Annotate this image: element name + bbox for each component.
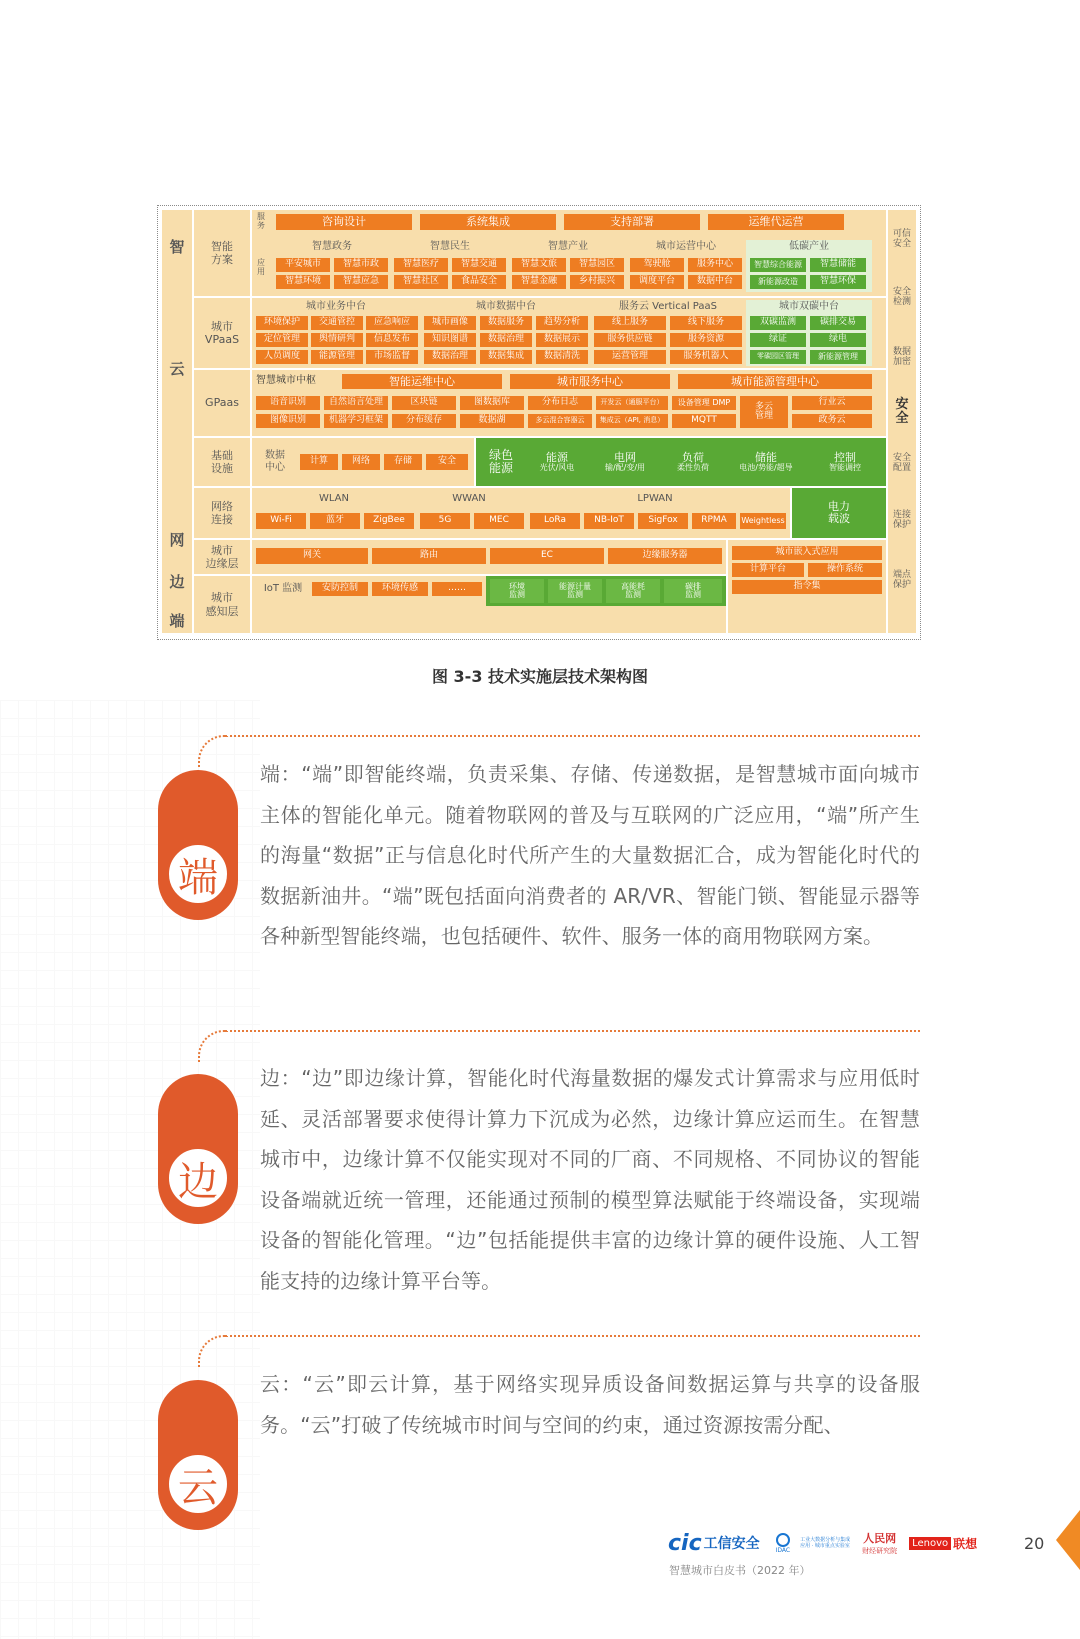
left-label-zhi: 智 (169, 238, 185, 256)
edge-item: 网关 (256, 548, 368, 564)
right-label-conn: 连接 保护 (892, 510, 911, 530)
vpaas-item: 舆情研判 (311, 333, 363, 347)
cic-logo-cn: 工信安全 (703, 1536, 760, 1552)
app-group-title-2: 智慧民生 (430, 241, 470, 252)
green-item-sub: 智能调控 (829, 462, 861, 472)
section-badge (158, 1380, 238, 1530)
infra-dc-item: 存储 (384, 454, 422, 470)
net-item: MEC (474, 513, 524, 529)
renmin-logo (862, 1530, 897, 1556)
green-energy-item (808, 442, 882, 482)
app-item: 智慧文旅 (512, 258, 566, 272)
net-power-carrier: 电力 载波 (792, 488, 886, 538)
page-number: 20 (1024, 1534, 1045, 1553)
apply-tag: 应 用 (257, 258, 265, 276)
service-consult: 咨询设计 (276, 214, 412, 230)
vpaas-item: 服务供应链 (594, 333, 666, 347)
gpaas-item: MQTT (672, 414, 736, 428)
lenovo-logo-cn: 联想 (953, 1536, 978, 1551)
lenovo-logo: Lenovo (909, 1537, 951, 1550)
app-item: 智慧交通 (452, 258, 506, 272)
cic-logo: cic (668, 1530, 702, 1556)
gpaas-item: 语音识别 (256, 396, 320, 410)
figure-caption: 图 3-3 技术实施层技术架构图 (431, 667, 649, 686)
embedded-compute: 计算平台 (732, 563, 804, 577)
vpaas-item: 数据集成 (480, 350, 532, 364)
green-energy-item (662, 442, 724, 482)
row-label-infra: 基础 设施 (211, 448, 233, 475)
left-label-yun: 云 (169, 360, 185, 378)
section-divider (225, 735, 920, 737)
app-item: 驾驶舱 (630, 258, 684, 272)
app-item: 智慧市政 (334, 258, 388, 272)
gpaas-hub-label: 智慧城市中枢 (256, 375, 316, 386)
vpaas-item: 绿电 (810, 333, 866, 347)
vpaas-title-2: 城市数据中台 (476, 300, 536, 312)
app-item: 服务中心 (688, 258, 742, 272)
architecture-diagram (157, 205, 921, 640)
section-badge (158, 1074, 238, 1224)
row-label-solutions: 智能 方案 (211, 239, 233, 266)
gpaas-item: 区块链 (392, 396, 456, 410)
section-text: 端：“端”即智能终端，负责采集、存储、传递数据，是智慧城市面向城市主体的智能化单元。随着物联网的普及与互联网的广泛应用，“端”所产生的海量“数据”正与信息化时代所产生的大量数据汇合，成为智能化时代的数据新油井。“端”既包括面向消费者的 AR/VR、智能门锁、智能显示器等各种新型智能终端，也包括硬件、软件、服务一体的商用物联网方案。 (260, 762, 920, 949)
net-item: NB-IoT (584, 513, 634, 529)
vpaas-item: 服务机器人 (670, 350, 742, 364)
sense-green-item: 碳排 监测 (664, 579, 722, 603)
vpaas-title-4: 城市双碳中台 (779, 300, 839, 312)
idac-note: 工业大数据分析与集成 应用 · 城市重点实验室 (800, 1536, 851, 1549)
footer-logos (668, 1526, 1028, 1560)
vpaas-item: 线下服务 (670, 316, 742, 330)
green-energy-item (594, 442, 656, 482)
infra-dc-item: 计算 (300, 454, 338, 470)
embedded-app: 城市嵌入式应用 (732, 546, 882, 560)
green-item-head: 储能 (755, 451, 777, 465)
net-item: LoRa (530, 513, 580, 529)
green-item-head: 控制 (834, 451, 856, 465)
corner-accent-icon (1056, 1510, 1080, 1570)
sense-item: …… (432, 582, 482, 596)
app-item: 智慧环保 (810, 275, 866, 289)
green-item-sub: 光伏/风电 (539, 462, 575, 472)
gpaas-multicloud: 多云 管理 (740, 396, 788, 428)
app-item: 智慧社区 (394, 275, 448, 289)
app-item: 乡村振兴 (570, 275, 624, 289)
renmin-sub: 财经研究院 (862, 1547, 898, 1555)
net-item: 5G (420, 513, 470, 529)
vpaas-item: 信息发布 (366, 333, 418, 347)
service-tag: 服 务 (257, 212, 265, 230)
edge-item: EC (490, 548, 604, 564)
vpaas-item: 绿证 (750, 333, 806, 347)
idac-text: IDAC (775, 1546, 791, 1554)
gpaas-item: 分布缓存 (392, 414, 456, 428)
vpaas-item: 服务资源 (670, 333, 742, 347)
net-item: Wi-Fi (256, 513, 306, 529)
net-item: SigFox (638, 513, 688, 529)
app-item: 智慧综合能源 (750, 258, 806, 272)
green-item-head: 电网 (614, 451, 636, 465)
green-item-sub: 输/配/变/用 (604, 462, 646, 472)
edge-item: 路由 (372, 548, 486, 564)
gpaas-item: 自然语言处理 (324, 396, 388, 410)
vpaas-item: 双碳监测 (750, 316, 806, 330)
service-deploy: 支持部署 (564, 214, 700, 230)
vpaas-item: 数据治理 (424, 350, 476, 364)
green-energy-item (526, 442, 588, 482)
sense-item: 安防控制 (312, 582, 368, 596)
sense-item: 环境传感 (372, 582, 428, 596)
right-label-endpoint: 端点 保护 (892, 570, 911, 590)
gpaas-gov-cloud: 政务云 (792, 414, 872, 428)
row-label-network: 网络 连接 (211, 499, 233, 526)
row-label-sensing: 城市 感知层 (205, 591, 239, 618)
vpaas-item: 新能源管理 (810, 350, 866, 364)
vpaas-item: 碳排交易 (810, 316, 866, 330)
green-item-head: 能源 (546, 451, 568, 465)
left-label-wang: 网 (169, 531, 185, 549)
section-text: 边：“边”即边缘计算，智能化时代海量数据的爆发式计算需求与应用低时延、灵活部署要求使得计算力下沉成为必然，边缘计算应运而生。在智慧城市中，边缘计算不仅能实现对不同的厂商、不同规格、不同协议的智能设备端就近统一管理，还能通过预制的模型算法赋能于终端设备，实现端设备的智能化管理。“边”包括能提供丰富的边缘计算的硬件设施、人工智能支持的边缘计算平台等。 (260, 1066, 920, 1293)
gpaas-head-energy: 城市能源管理中心 (678, 374, 872, 389)
vpaas-item: 环境保护 (256, 316, 308, 330)
gpaas-item: 图像识别 (256, 414, 320, 428)
gpaas-item: 设备管理 DMP (672, 396, 736, 410)
section-badge-char: 云 (166, 1452, 230, 1516)
net-item: RPMA (692, 513, 736, 529)
idac-icon (776, 1533, 790, 1547)
app-group-title-4: 城市运营中心 (656, 241, 716, 252)
green-energy-item (730, 442, 802, 482)
gpaas-item: 集成云（API, 消息） (596, 414, 668, 428)
left-label-duan: 端 (169, 612, 185, 630)
vpaas-item: 能源管理 (311, 350, 363, 364)
edge-item: 边缘服务器 (608, 548, 722, 564)
iot-label: IoT 监测 (263, 583, 303, 594)
section-divider (225, 1030, 920, 1032)
service-integration: 系统集成 (420, 214, 556, 230)
vpaas-item: 交通管控 (311, 316, 363, 330)
gpaas-item: 图数据库 (460, 396, 524, 410)
left-label-bian: 边 (169, 573, 185, 591)
gpaas-head-ops: 智能运维中心 (342, 374, 502, 389)
row-label-edge: 城市 边缘层 (205, 543, 239, 570)
row-label-vpaas: 城市 VPaaS (204, 319, 240, 346)
green-item-sub: 电池/势能/超导 (739, 462, 793, 472)
green-item-sub: 柔性负荷 (677, 462, 709, 472)
vpaas-item: 应急响应 (366, 316, 418, 330)
gpaas-item: 多云混合容器云 (528, 414, 592, 428)
embedded-os: 操作系统 (808, 563, 882, 577)
section-badge-char: 端 (166, 842, 230, 906)
row-label-gpaas: GPaas (205, 396, 239, 410)
gpaas-item: 数据湖 (460, 414, 524, 428)
section-text: 云：“云”即云计算，基于网络实现异质设备间数据运算与共享的设备服务。“云”打破了传统城市时间与空间的约束，通过资源按需分配、 (260, 1372, 920, 1437)
net-wwan: WWAN (452, 493, 486, 504)
vpaas-item: 数据服务 (480, 316, 532, 330)
vpaas-item: 人员调度 (256, 350, 308, 364)
net-item: 蓝牙 (310, 513, 360, 529)
app-item: 新能源改造 (750, 275, 806, 289)
app-item: 智慧储能 (810, 258, 866, 272)
section-badge-char: 边 (166, 1146, 230, 1210)
app-group-title-1: 智慧政务 (312, 241, 352, 252)
vpaas-title-1: 城市业务中台 (306, 300, 366, 312)
footer-book-title: 智慧城市白皮书（2022 年） (669, 1564, 811, 1577)
gpaas-item: 开发云（通服平台） (596, 396, 668, 410)
vpaas-item: 市场监督 (366, 350, 418, 364)
app-item: 智慧环境 (276, 275, 330, 289)
gpaas-item: 分布日志 (528, 396, 592, 410)
section-divider (225, 1335, 920, 1337)
app-item: 智慧园区 (570, 258, 624, 272)
green-energy-title: 绿色 能源 (480, 442, 522, 482)
right-label-security: 安 全 (895, 396, 909, 426)
vpaas-item: 知识图谱 (424, 333, 476, 347)
section-badge (158, 770, 238, 920)
net-item: Weightless (740, 513, 786, 529)
vpaas-item: 零碳园区管理 (750, 350, 806, 364)
vpaas-item: 定位管理 (256, 333, 308, 347)
net-wlan: WLAN (318, 493, 349, 504)
app-item: 智慧医疗 (394, 258, 448, 272)
right-label-detect: 安全 检测 (892, 287, 911, 307)
infra-dc-item: 安全 (426, 454, 468, 470)
app-item: 调度平台 (630, 275, 684, 289)
app-group-title-3: 智慧产业 (548, 241, 588, 252)
vpaas-item: 城市画像 (424, 316, 476, 330)
right-label-config: 安全 配置 (892, 453, 911, 473)
service-ops: 运维代运营 (708, 214, 844, 230)
renmin-name: 人民网 (863, 1532, 897, 1545)
app-item: 数据中台 (688, 275, 742, 289)
green-item-head: 负荷 (682, 451, 704, 465)
sense-green-item: 能源计量 监测 (548, 579, 602, 603)
vpaas-item: 运营管理 (594, 350, 666, 364)
net-lpwan: LPWAN (637, 493, 673, 504)
app-item: 智慧应急 (334, 275, 388, 289)
vpaas-item: 线上服务 (594, 316, 666, 330)
vpaas-item: 数据展示 (536, 333, 588, 347)
right-label-encrypt: 数据 加密 (892, 347, 911, 367)
vpaas-title-3: 服务云 Vertical PaaS (619, 300, 717, 312)
infra-dc-item: 网络 (342, 454, 380, 470)
vpaas-item: 趋势分析 (536, 316, 588, 330)
app-item: 平安城市 (276, 258, 330, 272)
embedded-isa: 指令集 (732, 580, 882, 594)
idac-logo (776, 1533, 790, 1554)
right-label-trusted: 可信 安全 (892, 229, 911, 249)
left-column (162, 210, 192, 633)
gpaas-head-service: 城市服务中心 (510, 374, 670, 389)
infra-dc-label: 数据 中心 (265, 450, 285, 473)
app-item: 智慧金融 (512, 275, 566, 289)
gpaas-item: 机器学习框架 (324, 414, 388, 428)
app-group-title-5: 低碳产业 (789, 241, 829, 252)
sense-green-item: 环境 监测 (490, 579, 544, 603)
net-item: ZigBee (364, 513, 414, 529)
app-item: 食品安全 (452, 275, 506, 289)
vpaas-item: 数据清洗 (536, 350, 588, 364)
sense-green-item: 高能耗 监测 (606, 579, 660, 603)
gpaas-industry-cloud: 行业云 (792, 396, 872, 410)
vpaas-item: 数据治理 (480, 333, 532, 347)
